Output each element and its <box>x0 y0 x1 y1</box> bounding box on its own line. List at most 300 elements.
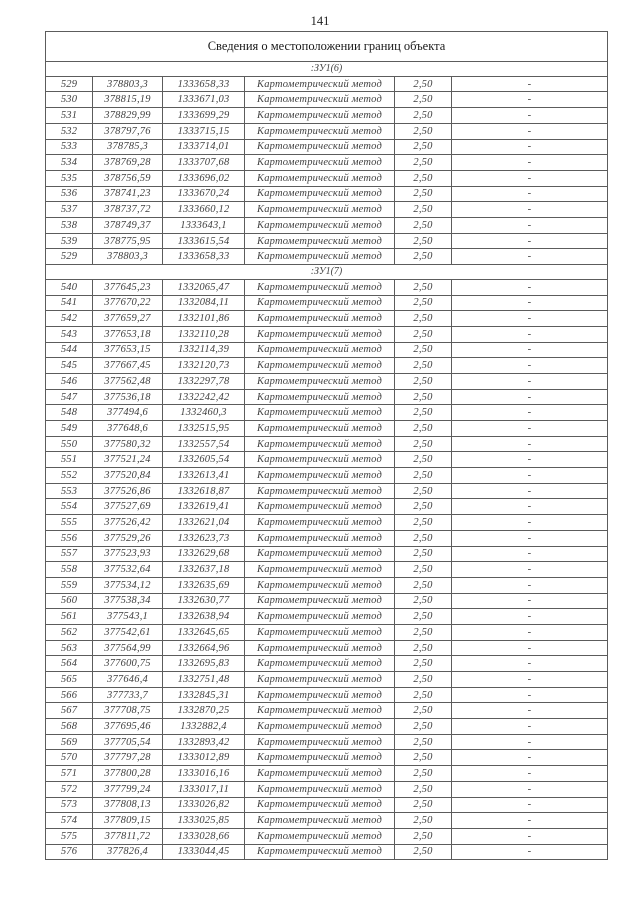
point-number-cell: 548 <box>46 405 93 421</box>
note-cell: - <box>452 374 608 390</box>
y-coordinate-cell: 1332619,41 <box>163 499 245 515</box>
table-row <box>46 437 608 453</box>
accuracy-cell: 2,50 <box>395 296 452 312</box>
table-row <box>46 77 608 93</box>
note-cell: - <box>452 703 608 719</box>
x-coordinate-cell: 377538,34 <box>93 594 163 610</box>
point-number-cell: 564 <box>46 656 93 672</box>
y-coordinate-cell: 1332557,54 <box>163 437 245 453</box>
method-cell: Картометрический метод <box>245 218 395 234</box>
table-row <box>46 374 608 390</box>
point-number-cell: 572 <box>46 782 93 798</box>
note-cell: - <box>452 77 608 93</box>
method-cell: Картометрический метод <box>245 625 395 641</box>
x-coordinate-cell: 378803,3 <box>93 249 163 265</box>
section-header-row <box>46 62 608 77</box>
y-coordinate-cell: 1333699,29 <box>163 108 245 124</box>
accuracy-cell: 2,50 <box>395 766 452 782</box>
point-number-cell: 571 <box>46 766 93 782</box>
point-number-cell: 563 <box>46 641 93 657</box>
point-number-cell: 530 <box>46 92 93 108</box>
y-coordinate-cell: 1332638,94 <box>163 609 245 625</box>
x-coordinate-cell: 377659,27 <box>93 311 163 327</box>
x-coordinate-cell: 377811,72 <box>93 829 163 845</box>
method-cell: Картометрический метод <box>245 578 395 594</box>
note-cell: - <box>452 327 608 343</box>
note-cell: - <box>452 562 608 578</box>
point-number-cell: 562 <box>46 625 93 641</box>
table-title-row <box>46 32 608 62</box>
table-title: Сведения о местоположении границ объекта <box>46 32 608 62</box>
table-row <box>46 845 608 861</box>
x-coordinate-cell: 377521,24 <box>93 452 163 468</box>
table-row <box>46 358 608 374</box>
accuracy-cell: 2,50 <box>395 515 452 531</box>
method-cell: Картометрический метод <box>245 656 395 672</box>
accuracy-cell: 2,50 <box>395 187 452 203</box>
accuracy-cell: 2,50 <box>395 782 452 798</box>
method-cell: Картометрический метод <box>245 437 395 453</box>
table-row <box>46 187 608 203</box>
method-cell: Картометрический метод <box>245 672 395 688</box>
y-coordinate-cell: 1333714,01 <box>163 140 245 156</box>
table-row <box>46 218 608 234</box>
note-cell: - <box>452 187 608 203</box>
point-number-cell: 567 <box>46 703 93 719</box>
note-cell: - <box>452 468 608 484</box>
table-row <box>46 782 608 798</box>
table-row <box>46 735 608 751</box>
x-coordinate-cell: 378737,72 <box>93 202 163 218</box>
accuracy-cell: 2,50 <box>395 327 452 343</box>
point-number-cell: 569 <box>46 735 93 751</box>
table-row <box>46 202 608 218</box>
accuracy-cell: 2,50 <box>395 405 452 421</box>
point-number-cell: 542 <box>46 311 93 327</box>
method-cell: Картометрический метод <box>245 140 395 156</box>
note-cell: - <box>452 688 608 704</box>
point-number-cell: 540 <box>46 280 93 296</box>
y-coordinate-cell: 1332629,68 <box>163 547 245 563</box>
accuracy-cell: 2,50 <box>395 609 452 625</box>
note-cell: - <box>452 280 608 296</box>
y-coordinate-cell: 1333707,68 <box>163 155 245 171</box>
note-cell: - <box>452 343 608 359</box>
y-coordinate-cell: 1332084,11 <box>163 296 245 312</box>
table-row <box>46 703 608 719</box>
point-number-cell: 565 <box>46 672 93 688</box>
note-cell: - <box>452 234 608 250</box>
note-cell: - <box>452 405 608 421</box>
x-coordinate-cell: 378815,19 <box>93 92 163 108</box>
table-row <box>46 155 608 171</box>
accuracy-cell: 2,50 <box>395 829 452 845</box>
table-row <box>46 829 608 845</box>
accuracy-cell: 2,50 <box>395 280 452 296</box>
method-cell: Картометрический метод <box>245 421 395 437</box>
x-coordinate-cell: 377826,4 <box>93 845 163 861</box>
note-cell: - <box>452 656 608 672</box>
x-coordinate-cell: 377809,15 <box>93 813 163 829</box>
table-row <box>46 656 608 672</box>
x-coordinate-cell: 377670,22 <box>93 296 163 312</box>
note-cell: - <box>452 452 608 468</box>
note-cell: - <box>452 547 608 563</box>
y-coordinate-cell: 1333044,45 <box>163 845 245 861</box>
method-cell: Картометрический метод <box>245 499 395 515</box>
y-coordinate-cell: 1332613,41 <box>163 468 245 484</box>
point-number-cell: 549 <box>46 421 93 437</box>
y-coordinate-cell: 1333028,66 <box>163 829 245 845</box>
note-cell: - <box>452 218 608 234</box>
point-number-cell: 534 <box>46 155 93 171</box>
accuracy-cell: 2,50 <box>395 845 452 861</box>
accuracy-cell: 2,50 <box>395 641 452 657</box>
table-row <box>46 719 608 735</box>
method-cell: Картометрический метод <box>245 798 395 814</box>
x-coordinate-cell: 378756,59 <box>93 171 163 187</box>
y-coordinate-cell: 1333643,1 <box>163 218 245 234</box>
point-number-cell: 558 <box>46 562 93 578</box>
x-coordinate-cell: 377520,84 <box>93 468 163 484</box>
accuracy-cell: 2,50 <box>395 562 452 578</box>
point-number-cell: 529 <box>46 249 93 265</box>
x-coordinate-cell: 377523,93 <box>93 547 163 563</box>
table-row <box>46 484 608 500</box>
x-coordinate-cell: 377534,12 <box>93 578 163 594</box>
y-coordinate-cell: 1333671,03 <box>163 92 245 108</box>
x-coordinate-cell: 377527,69 <box>93 499 163 515</box>
accuracy-cell: 2,50 <box>395 656 452 672</box>
note-cell: - <box>452 766 608 782</box>
note-cell: - <box>452 798 608 814</box>
point-number-cell: 566 <box>46 688 93 704</box>
table-row <box>46 515 608 531</box>
y-coordinate-cell: 1332618,87 <box>163 484 245 500</box>
method-cell: Картометрический метод <box>245 108 395 124</box>
point-number-cell: 553 <box>46 484 93 500</box>
method-cell: Картометрический метод <box>245 390 395 406</box>
accuracy-cell: 2,50 <box>395 140 452 156</box>
section-label: :ЗУ1(6) <box>46 62 608 77</box>
table-row <box>46 499 608 515</box>
x-coordinate-cell: 377648,6 <box>93 421 163 437</box>
method-cell: Картометрический метод <box>245 202 395 218</box>
note-cell: - <box>452 358 608 374</box>
method-cell: Картометрический метод <box>245 829 395 845</box>
accuracy-cell: 2,50 <box>395 437 452 453</box>
note-cell: - <box>452 202 608 218</box>
y-coordinate-cell: 1333658,33 <box>163 77 245 93</box>
table-row <box>46 562 608 578</box>
y-coordinate-cell: 1333017,11 <box>163 782 245 798</box>
method-cell: Картометрический метод <box>245 452 395 468</box>
point-number-cell: 529 <box>46 77 93 93</box>
table-row <box>46 108 608 124</box>
accuracy-cell: 2,50 <box>395 798 452 814</box>
table-row <box>46 296 608 312</box>
note-cell: - <box>452 750 608 766</box>
table-row <box>46 578 608 594</box>
table-row <box>46 234 608 250</box>
table-row <box>46 750 608 766</box>
table-row <box>46 766 608 782</box>
note-cell: - <box>452 735 608 751</box>
note-cell: - <box>452 515 608 531</box>
table-row <box>46 641 608 657</box>
x-coordinate-cell: 377797,28 <box>93 750 163 766</box>
table-row <box>46 92 608 108</box>
accuracy-cell: 2,50 <box>395 202 452 218</box>
y-coordinate-cell: 1333660,12 <box>163 202 245 218</box>
y-coordinate-cell: 1332623,73 <box>163 531 245 547</box>
table-row <box>46 531 608 547</box>
y-coordinate-cell: 1332101,86 <box>163 311 245 327</box>
note-cell: - <box>452 845 608 861</box>
page-number: 141 <box>310 14 330 28</box>
method-cell: Картометрический метод <box>245 782 395 798</box>
point-number-cell: 574 <box>46 813 93 829</box>
note-cell: - <box>452 594 608 610</box>
method-cell: Картометрический метод <box>245 703 395 719</box>
point-number-cell: 532 <box>46 124 93 140</box>
section-header-row <box>46 265 608 280</box>
accuracy-cell: 2,50 <box>395 547 452 563</box>
table-row <box>46 625 608 641</box>
accuracy-cell: 2,50 <box>395 343 452 359</box>
accuracy-cell: 2,50 <box>395 813 452 829</box>
accuracy-cell: 2,50 <box>395 374 452 390</box>
table-row <box>46 672 608 688</box>
y-coordinate-cell: 1332751,48 <box>163 672 245 688</box>
note-cell: - <box>452 390 608 406</box>
x-coordinate-cell: 377708,75 <box>93 703 163 719</box>
method-cell: Картометрический метод <box>245 750 395 766</box>
x-coordinate-cell: 377526,42 <box>93 515 163 531</box>
point-number-cell: 560 <box>46 594 93 610</box>
accuracy-cell: 2,50 <box>395 77 452 93</box>
accuracy-cell: 2,50 <box>395 311 452 327</box>
method-cell: Картометрический метод <box>245 719 395 735</box>
point-number-cell: 531 <box>46 108 93 124</box>
accuracy-cell: 2,50 <box>395 468 452 484</box>
note-cell: - <box>452 311 608 327</box>
y-coordinate-cell: 1333615,54 <box>163 234 245 250</box>
y-coordinate-cell: 1332645,65 <box>163 625 245 641</box>
accuracy-cell: 2,50 <box>395 594 452 610</box>
note-cell: - <box>452 641 608 657</box>
y-coordinate-cell: 1332120,73 <box>163 358 245 374</box>
accuracy-cell: 2,50 <box>395 421 452 437</box>
table-row <box>46 390 608 406</box>
accuracy-cell: 2,50 <box>395 108 452 124</box>
method-cell: Картометрический метод <box>245 547 395 563</box>
note-cell: - <box>452 625 608 641</box>
point-number-cell: 543 <box>46 327 93 343</box>
note-cell: - <box>452 499 608 515</box>
method-cell: Картометрический метод <box>245 296 395 312</box>
table-row <box>46 688 608 704</box>
x-coordinate-cell: 378803,3 <box>93 77 163 93</box>
x-coordinate-cell: 377543,1 <box>93 609 163 625</box>
point-number-cell: 561 <box>46 609 93 625</box>
point-number-cell: 547 <box>46 390 93 406</box>
point-number-cell: 575 <box>46 829 93 845</box>
accuracy-cell: 2,50 <box>395 249 452 265</box>
note-cell: - <box>452 421 608 437</box>
point-number-cell: 533 <box>46 140 93 156</box>
note-cell: - <box>452 672 608 688</box>
x-coordinate-cell: 377542,61 <box>93 625 163 641</box>
accuracy-cell: 2,50 <box>395 625 452 641</box>
method-cell: Картометрический метод <box>245 766 395 782</box>
method-cell: Картометрический метод <box>245 343 395 359</box>
x-coordinate-cell: 378829,99 <box>93 108 163 124</box>
method-cell: Картометрический метод <box>245 155 395 171</box>
method-cell: Картометрический метод <box>245 374 395 390</box>
accuracy-cell: 2,50 <box>395 578 452 594</box>
table-body <box>46 62 608 860</box>
table-row <box>46 327 608 343</box>
point-number-cell: 550 <box>46 437 93 453</box>
point-number-cell: 557 <box>46 547 93 563</box>
point-number-cell: 538 <box>46 218 93 234</box>
x-coordinate-cell: 378785,3 <box>93 140 163 156</box>
section-label: :ЗУ1(7) <box>46 265 608 280</box>
point-number-cell: 568 <box>46 719 93 735</box>
y-coordinate-cell: 1333016,16 <box>163 766 245 782</box>
method-cell: Картометрический метод <box>245 531 395 547</box>
point-number-cell: 554 <box>46 499 93 515</box>
note-cell: - <box>452 719 608 735</box>
note-cell: - <box>452 813 608 829</box>
point-number-cell: 576 <box>46 845 93 861</box>
note-cell: - <box>452 609 608 625</box>
table-row <box>46 280 608 296</box>
note-cell: - <box>452 92 608 108</box>
y-coordinate-cell: 1332114,39 <box>163 343 245 359</box>
x-coordinate-cell: 377653,15 <box>93 343 163 359</box>
method-cell: Картометрический метод <box>245 171 395 187</box>
x-coordinate-cell: 377600,75 <box>93 656 163 672</box>
note-cell: - <box>452 829 608 845</box>
accuracy-cell: 2,50 <box>395 390 452 406</box>
y-coordinate-cell: 1333012,89 <box>163 750 245 766</box>
accuracy-cell: 2,50 <box>395 499 452 515</box>
method-cell: Картометрический метод <box>245 358 395 374</box>
table-row <box>46 343 608 359</box>
table-row <box>46 547 608 563</box>
y-coordinate-cell: 1333025,85 <box>163 813 245 829</box>
accuracy-cell: 2,50 <box>395 672 452 688</box>
method-cell: Картометрический метод <box>245 735 395 751</box>
y-coordinate-cell: 1332242,42 <box>163 390 245 406</box>
table-row <box>46 468 608 484</box>
point-number-cell: 539 <box>46 234 93 250</box>
note-cell: - <box>452 578 608 594</box>
table-row <box>46 421 608 437</box>
accuracy-cell: 2,50 <box>395 703 452 719</box>
table-row <box>46 124 608 140</box>
point-number-cell: 551 <box>46 452 93 468</box>
y-coordinate-cell: 1332845,31 <box>163 688 245 704</box>
table-row <box>46 171 608 187</box>
x-coordinate-cell: 378749,37 <box>93 218 163 234</box>
method-cell: Картометрический метод <box>245 468 395 484</box>
note-cell: - <box>452 296 608 312</box>
accuracy-cell: 2,50 <box>395 688 452 704</box>
y-coordinate-cell: 1333670,24 <box>163 187 245 203</box>
accuracy-cell: 2,50 <box>395 92 452 108</box>
accuracy-cell: 2,50 <box>395 234 452 250</box>
accuracy-cell: 2,50 <box>395 735 452 751</box>
note-cell: - <box>452 108 608 124</box>
method-cell: Картометрический метод <box>245 688 395 704</box>
point-number-cell: 552 <box>46 468 93 484</box>
method-cell: Картометрический метод <box>245 77 395 93</box>
y-coordinate-cell: 1332695,83 <box>163 656 245 672</box>
point-number-cell: 570 <box>46 750 93 766</box>
method-cell: Картометрический метод <box>245 845 395 861</box>
note-cell: - <box>452 155 608 171</box>
method-cell: Картометрический метод <box>245 562 395 578</box>
y-coordinate-cell: 1332621,04 <box>163 515 245 531</box>
accuracy-cell: 2,50 <box>395 484 452 500</box>
y-coordinate-cell: 1332637,18 <box>163 562 245 578</box>
x-coordinate-cell: 377667,45 <box>93 358 163 374</box>
note-cell: - <box>452 782 608 798</box>
x-coordinate-cell: 377562,48 <box>93 374 163 390</box>
table-row <box>46 798 608 814</box>
method-cell: Картометрический метод <box>245 92 395 108</box>
note-cell: - <box>452 484 608 500</box>
x-coordinate-cell: 377526,86 <box>93 484 163 500</box>
note-cell: - <box>452 437 608 453</box>
x-coordinate-cell: 377799,24 <box>93 782 163 798</box>
table-row <box>46 813 608 829</box>
x-coordinate-cell: 377808,13 <box>93 798 163 814</box>
y-coordinate-cell: 1333658,33 <box>163 249 245 265</box>
x-coordinate-cell: 377695,46 <box>93 719 163 735</box>
method-cell: Картометрический метод <box>245 405 395 421</box>
y-coordinate-cell: 1333026,82 <box>163 798 245 814</box>
method-cell: Картометрический метод <box>245 311 395 327</box>
x-coordinate-cell: 378775,95 <box>93 234 163 250</box>
note-cell: - <box>452 171 608 187</box>
point-number-cell: 555 <box>46 515 93 531</box>
y-coordinate-cell: 1332297,78 <box>163 374 245 390</box>
method-cell: Картометрический метод <box>245 280 395 296</box>
accuracy-cell: 2,50 <box>395 531 452 547</box>
point-number-cell: 556 <box>46 531 93 547</box>
x-coordinate-cell: 377646,4 <box>93 672 163 688</box>
y-coordinate-cell: 1332635,69 <box>163 578 245 594</box>
y-coordinate-cell: 1332664,96 <box>163 641 245 657</box>
x-coordinate-cell: 377494,6 <box>93 405 163 421</box>
method-cell: Картометрический метод <box>245 234 395 250</box>
y-coordinate-cell: 1332460,3 <box>163 405 245 421</box>
x-coordinate-cell: 377536,18 <box>93 390 163 406</box>
x-coordinate-cell: 377733,7 <box>93 688 163 704</box>
accuracy-cell: 2,50 <box>395 218 452 234</box>
y-coordinate-cell: 1333696,02 <box>163 171 245 187</box>
point-number-cell: 536 <box>46 187 93 203</box>
method-cell: Картометрический метод <box>245 187 395 203</box>
method-cell: Картометрический метод <box>245 515 395 531</box>
x-coordinate-cell: 377532,64 <box>93 562 163 578</box>
point-number-cell: 541 <box>46 296 93 312</box>
x-coordinate-cell: 378741,23 <box>93 187 163 203</box>
